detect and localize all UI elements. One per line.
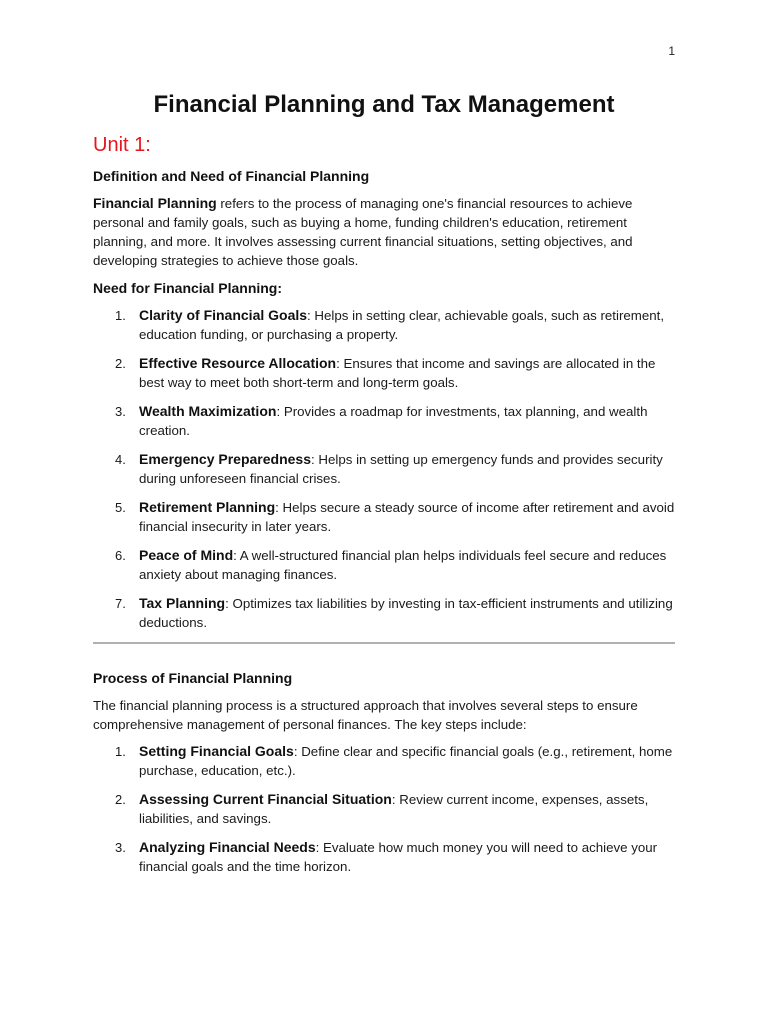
list-item bbox=[93, 838, 675, 876]
list-item-text: : Optimizes tax liabilities by investing in tax-efficient instruments and utilizing deductions. bbox=[139, 596, 673, 630]
unit-heading: Unit 1: bbox=[93, 134, 151, 156]
page-number: 1 bbox=[668, 44, 675, 58]
need-list bbox=[93, 306, 675, 632]
list-item-text: : Define clear and specific financial goals (e.g., retirement, home purchase, education, etc.). bbox=[139, 744, 673, 778]
section-heading-process: Process of Financial Planning bbox=[93, 670, 293, 686]
list-item bbox=[93, 498, 675, 536]
list-item-term: Retirement Planning bbox=[139, 499, 276, 515]
list-item-text: : Helps secure a steady source of income after retirement and avoid financial insecurity in later years. bbox=[139, 500, 675, 534]
process-list bbox=[93, 742, 675, 876]
list-item bbox=[93, 546, 675, 584]
document-title: Financial Planning and Tax Management bbox=[153, 91, 615, 118]
list-item-term: Assessing Current Financial Situation bbox=[139, 791, 392, 807]
list-item-text: : Provides a roadmap for investments, tax planning, and wealth creation. bbox=[139, 404, 648, 438]
list-item bbox=[93, 742, 675, 780]
list-item bbox=[93, 354, 675, 392]
definition-text: refers to the process of managing one's financial resources to achieve personal and family goals, such as buying a home, funding children's education, retirement planning, and more. It involves assessing current financial situations, setting objectives, and developing strategies to achieve those goals. bbox=[93, 196, 633, 268]
list-item-text: : Helps in setting clear, achievable goals, such as retirement, education funding, or purchasing a property. bbox=[139, 308, 665, 342]
list-item-number: 5. bbox=[115, 500, 126, 515]
list-item-term: Clarity of Financial Goals bbox=[139, 307, 308, 323]
process-intro-paragraph: The financial planning process is a structured approach that involves several steps to ensure comprehensive management of personal finances. The key steps include: bbox=[93, 698, 638, 732]
list-item-term: Peace of Mind bbox=[139, 547, 234, 563]
list-item-number: 3. bbox=[115, 840, 126, 855]
list-item-text: : Ensures that income and savings are allocated in the best way to meet both short-term and long-term goals. bbox=[139, 356, 656, 390]
list-item-text: : Helps in setting up emergency funds and provides security during unforeseen financial crises. bbox=[139, 452, 663, 486]
list-item-term: Tax Planning bbox=[139, 595, 226, 611]
list-item-number: 3. bbox=[115, 404, 126, 419]
list-item bbox=[93, 790, 675, 828]
list-item-number: 1. bbox=[115, 308, 126, 323]
list-item-number: 2. bbox=[115, 792, 126, 807]
list-item-number: 1. bbox=[115, 744, 126, 759]
definition-term: Financial Planning bbox=[93, 195, 217, 211]
list-item bbox=[93, 306, 675, 344]
list-item-number: 6. bbox=[115, 548, 126, 563]
list-item-text: : Review current income, expenses, assets, liabilities, and savings. bbox=[139, 792, 649, 826]
list-item-number: 4. bbox=[115, 452, 126, 467]
list-item-term: Wealth Maximization bbox=[139, 403, 277, 419]
list-item-term: Setting Financial Goals bbox=[139, 743, 294, 759]
list-item-number: 7. bbox=[115, 596, 126, 611]
list-item bbox=[93, 594, 675, 632]
list-item-term: Analyzing Financial Needs bbox=[139, 839, 316, 855]
definition-paragraph bbox=[93, 194, 675, 270]
section-heading-need: Need for Financial Planning: bbox=[93, 280, 283, 296]
list-item bbox=[93, 402, 675, 440]
list-item-text: : Evaluate how much money you will need to achieve your financial goals and the time horizon. bbox=[139, 840, 658, 874]
section-heading-definition: Definition and Need of Financial Planning bbox=[93, 168, 370, 184]
list-item-term: Emergency Preparedness bbox=[139, 451, 311, 467]
list-item-number: 2. bbox=[115, 356, 126, 371]
list-item bbox=[93, 450, 675, 488]
list-item-text: : A well-structured financial plan helps individuals feel secure and reduces anxiety about managing finances. bbox=[139, 548, 667, 582]
list-item-term: Effective Resource Allocation bbox=[139, 355, 337, 371]
section-divider bbox=[93, 642, 675, 644]
